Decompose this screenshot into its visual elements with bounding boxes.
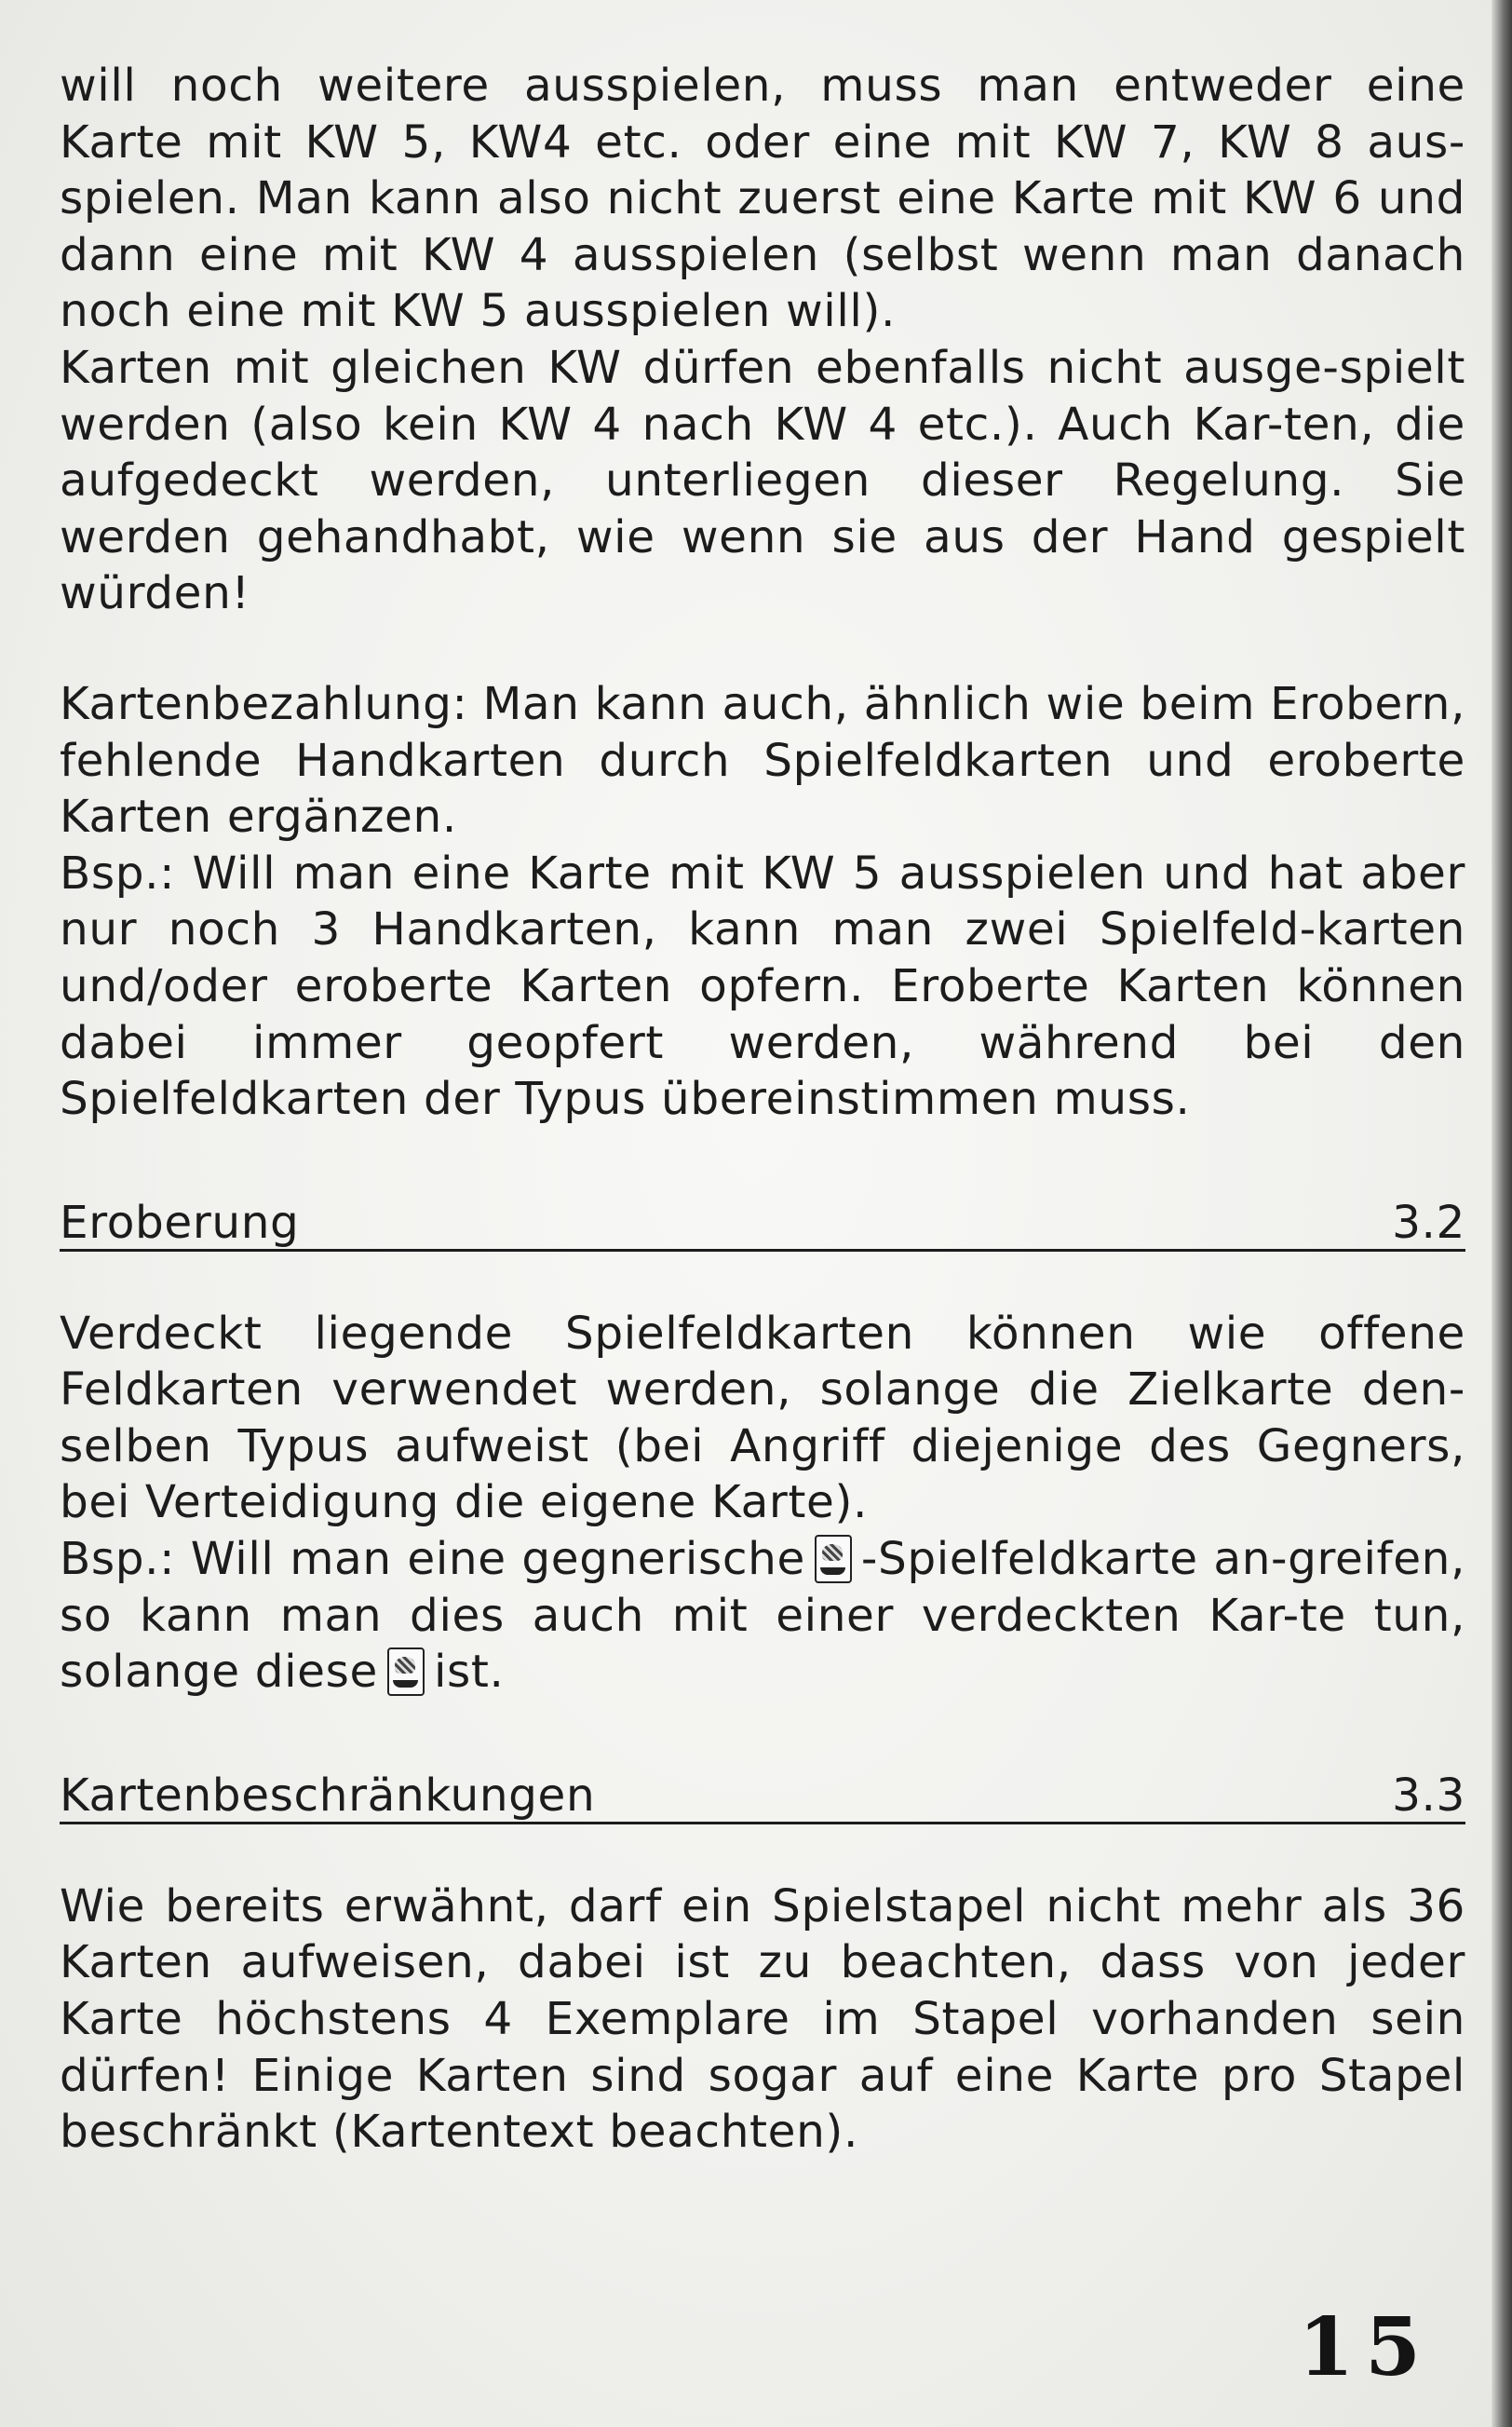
section-title: Eroberung bbox=[60, 1196, 300, 1249]
ship-shape bbox=[822, 1544, 843, 1561]
page-number: 15 bbox=[1298, 2300, 1432, 2394]
spacer bbox=[60, 622, 1465, 676]
eroberung-example-part-3: ist. bbox=[433, 1646, 505, 1699]
page-content bbox=[60, 58, 1465, 2161]
kartenbezahlung-paragraph: Kartenbezahlung: Man kann auch, ähnlich wie beim Erobern, fehlende Handkarten durch Spielfeldkarten und eroberte Karten ergänzen. bbox=[60, 677, 1465, 844]
intro-paragraph-1: will noch weitere ausspielen, muss man entweder eine Karte mit KW 5, KW4 etc. oder eine mit KW 7, KW 8 aus-spielen. Man kann also nicht zuerst eine Karte mit KW 6 und dann eine mit KW 4 ausspielen (selbst wenn man danach noch eine mit KW 5 ausspielen will). bbox=[60, 60, 1465, 338]
eroberung-example bbox=[60, 1531, 1465, 1701]
section-number: 3.3 bbox=[1392, 1769, 1465, 1822]
intro-paragraph-2: Karten mit gleichen KW dürfen ebenfalls nicht ausge-spielt werden (also kein KW 4 nach KW 4 etc.). Auch Kar-ten, die aufgedeckt werden, unterliegen dieser Regelung. Sie werden gehandhabt, wie wenn sie aus der Hand gespielt würden! bbox=[60, 341, 1465, 620]
ship-card-icon bbox=[387, 1647, 425, 1696]
ship-shape bbox=[395, 1657, 415, 1674]
spacer bbox=[60, 1824, 1465, 1878]
section-title: Kartenbeschränkungen bbox=[60, 1769, 596, 1822]
eroberung-example-part-2: -Spielfeldkarte an-greifen, so kann man dies auch mit einer verdeckten Kar-te tun, solange diese bbox=[60, 1533, 1465, 1699]
ship-card-icon bbox=[815, 1535, 852, 1583]
eroberung-example-part-1: Bsp.: Will man eine gegnerische bbox=[60, 1533, 805, 1586]
eroberung-paragraph: Verdeckt liegende Spielfeldkarten können wie offene Feldkarten verwendet werden, solange die Zielkarte den-selben Typus aufweist (bei Angriff diejenige des Gegners, bei Verteidigung die eigene Karte). bbox=[60, 1307, 1465, 1529]
ship-base bbox=[393, 1680, 418, 1688]
kartenbeschraenkungen-paragraph: Wie bereits erwähnt, darf ein Spielstapel nicht mehr als 36 Karten aufweisen, dabei ist zu beachten, dass von jeder Karte höchstens 4 Exemplare im Stapel vorhanden sein dürfen! Einige Karten sind sogar auf eine Karte pro Stapel beschränkt (Kartentext beachten). bbox=[60, 1879, 1465, 2159]
section-heading-eroberung bbox=[60, 1193, 1465, 1252]
spacer bbox=[60, 1252, 1465, 1306]
book-spine-edge bbox=[1492, 0, 1512, 2427]
section-number: 3.2 bbox=[1392, 1196, 1465, 1249]
ship-base bbox=[820, 1567, 845, 1575]
section-heading-kartenbeschraenkungen bbox=[60, 1766, 1465, 1824]
kartenbezahlung-example: Bsp.: Will man eine Karte mit KW 5 ausspielen und hat aber nur noch 3 Handkarten, kann man zwei Spielfeld-karten und/oder eroberte Karten opfern. Eroberte Karten können dabei immer geopfert werden, während bei den Spielfeldkarten der Typus übereinstimmen muss. bbox=[60, 847, 1465, 1126]
